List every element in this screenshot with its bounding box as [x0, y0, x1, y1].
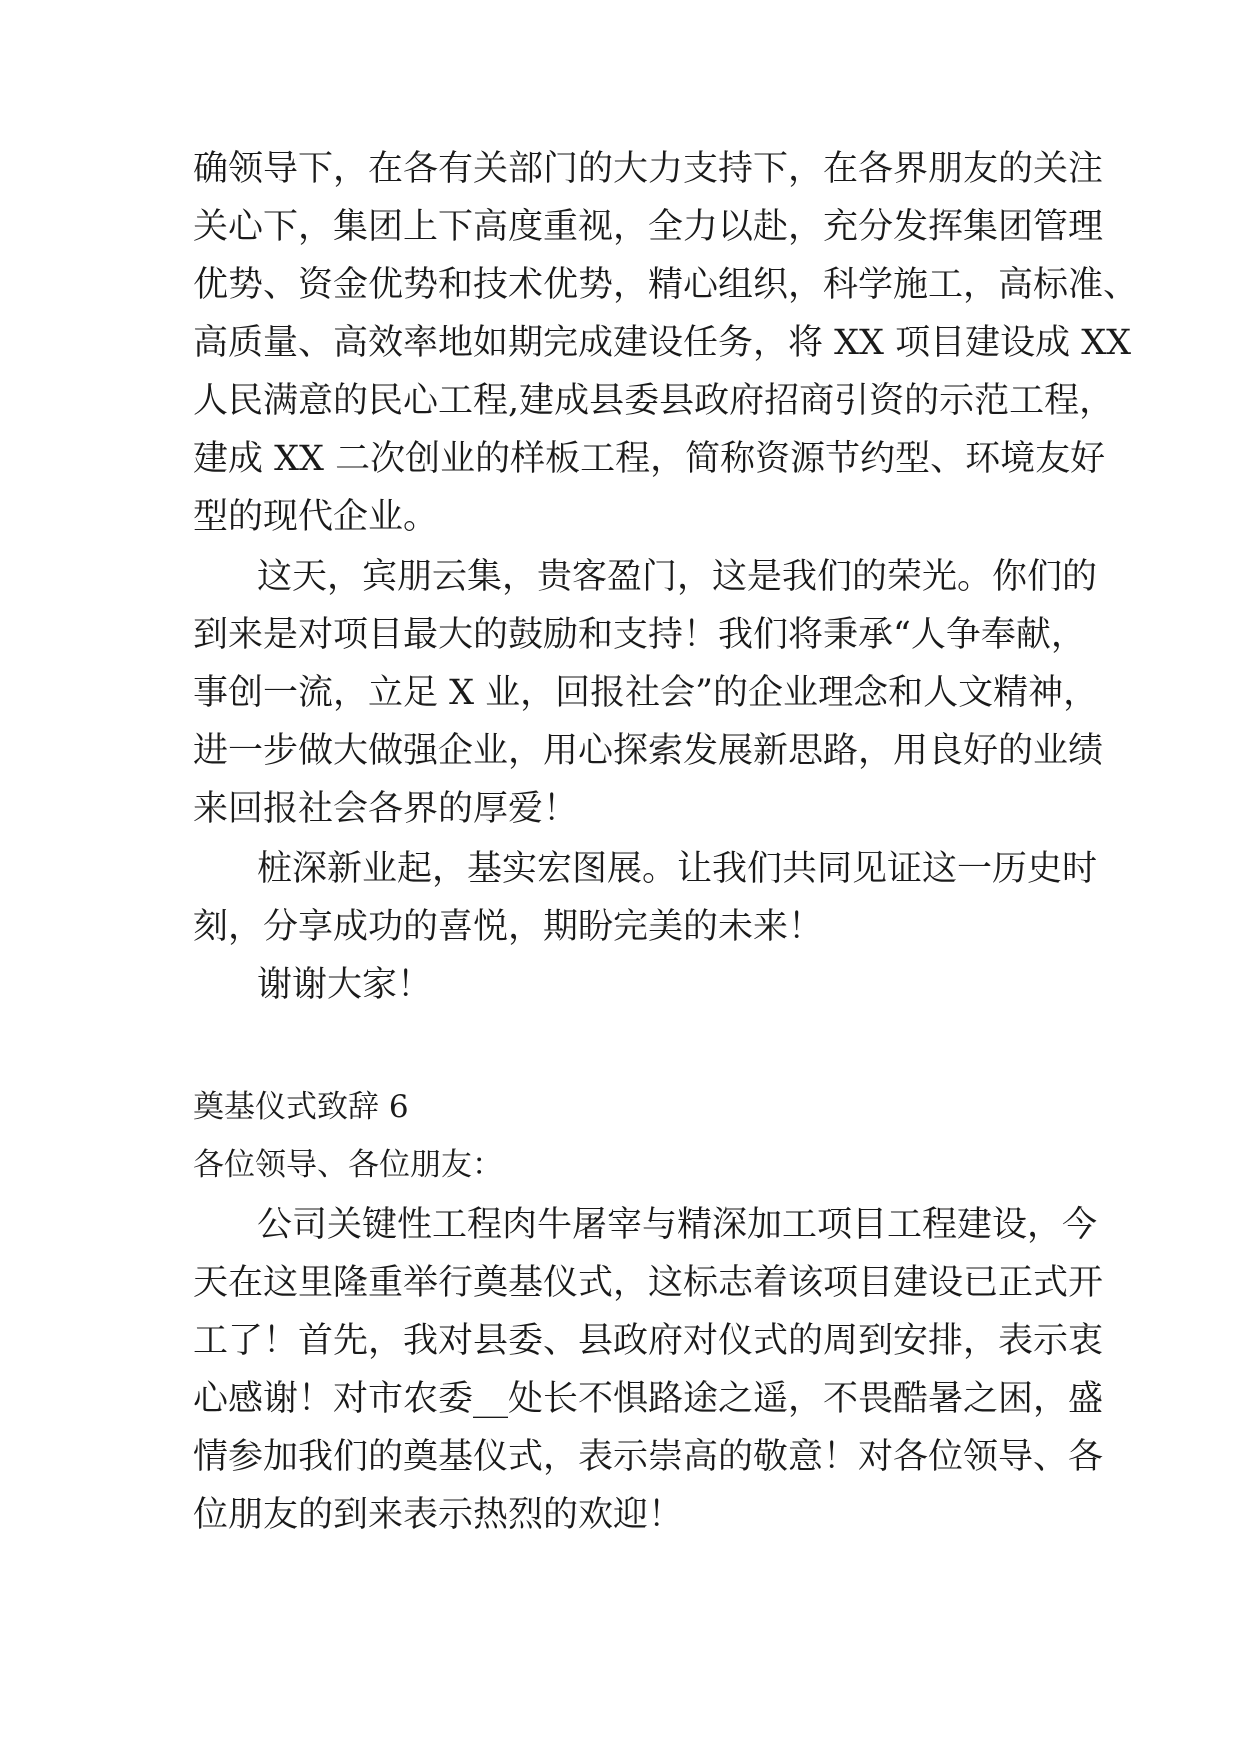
- paragraph-line: 情参加我们的奠基仪式，表示崇高的敬意！对各位领导、各: [193, 1437, 1104, 1477]
- closing-line: 谢谢大家！: [257, 965, 433, 1005]
- paragraph-line: 位朋友的到来表示热烈的欢迎！: [193, 1495, 684, 1535]
- paragraph-line: 工了！首先，我对县委、县政府对仪式的周到安排，表示衷: [193, 1321, 1104, 1361]
- paragraph-line: 天在这里隆重举行奠基仪式，这标志着该项目建设已正式开: [193, 1263, 1104, 1303]
- paragraph-line: 确领导下，在各有关部门的大力支持下，在各界朋友的关注: [193, 149, 1104, 189]
- paragraph-line: 进一步做大做强企业，用心探索发展新思路，用良好的业绩: [193, 731, 1104, 771]
- salutation: 各位领导、各位朋友：: [193, 1147, 503, 1183]
- paragraph-line: 优势、资金优势和技术优势，精心组织，科学施工，高标准、: [193, 265, 1139, 305]
- paragraph-line: 这天，宾朋云集，贵客盈门，这是我们的荣光。你们的: [257, 557, 1098, 597]
- paragraph-line: 桩深新业起，基实宏图展。让我们共同见证这一历史时: [257, 849, 1098, 889]
- paragraph-line: 人民满意的民心工程,建成县委县政府招商引资的示范工程，: [193, 381, 1115, 421]
- section-title: 奠基仪式致辞 6: [193, 1089, 409, 1125]
- paragraph-line: 到来是对项目最大的鼓励和支持！我们将秉承“人争奉献，: [193, 615, 1086, 655]
- paragraph-line: 事创一流，立足 X 业，回报社会”的企业理念和人文精神，: [193, 673, 1099, 713]
- paragraph-line: 刻，分享成功的喜悦，期盼完美的未来！: [193, 907, 824, 947]
- paragraph-line: 关心下，集团上下高度重视，全力以赴，充分发挥集团管理: [193, 207, 1104, 247]
- paragraph-line: 高质量、高效率地如期完成建设任务，将 XX 项目建设成 XX: [193, 323, 1132, 363]
- paragraph-line: 心感谢！对市农委__处长不惧路途之遥，不畏酷暑之困，盛: [193, 1379, 1104, 1419]
- paragraph-line: 建成 XX 二次创业的样板工程，简称资源节约型、环境友好: [193, 439, 1106, 479]
- paragraph-line: 公司关键性工程肉牛屠宰与精深加工项目工程建设，今: [257, 1205, 1098, 1245]
- paragraph-line: 型的现代企业。: [193, 497, 439, 537]
- paragraph-line: 来回报社会各界的厚爱！: [193, 789, 579, 829]
